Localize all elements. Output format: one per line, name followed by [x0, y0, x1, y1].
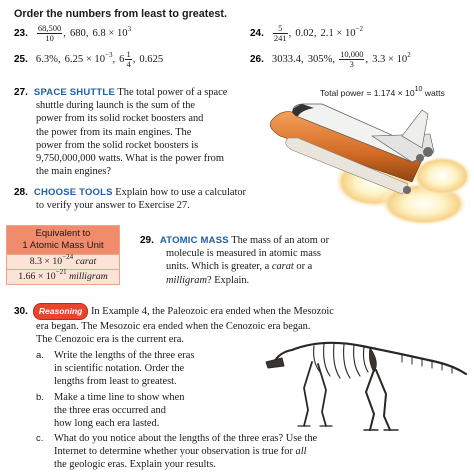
- fraction: $\frac{68,500}{10}$: [37, 23, 62, 43]
- equivalent-box: [6, 225, 120, 285]
- pelvis: [370, 348, 377, 372]
- exercise-number: 24.: [250, 28, 264, 39]
- ribs: [314, 344, 368, 378]
- figure-label: Total power = $1.174 \times 10^{10}$ watts: [320, 86, 445, 98]
- engine-nozzle: [403, 186, 411, 194]
- engine-nozzle: [423, 147, 433, 157]
- exercise-30-part-a: a. Write the lengths of the three eras in scientific notation. Order the lengths from least to greatest.: [36, 350, 195, 388]
- hind-leg: [366, 370, 390, 430]
- fraction: $\frac{10,000}{3}$: [340, 49, 364, 69]
- exercise-27: 27. SPACE SHUTTLE The total power of a space shuttle during launch is the sum of the power from its solid rocket boosters and the power from its main engines. The power from the solid rocket boosters is 9,750,000,000 watts. What is the power from the main engines?: [14, 87, 228, 178]
- exercise-24: 24. $\frac{5}{241}$ , 0.02, $2.1 \times 10^{-2}$: [250, 23, 364, 43]
- exercise-heading: SPACE SHUTTLE: [33, 87, 115, 98]
- dinosaur-skeleton-illustration: [262, 332, 468, 436]
- equivalent-row: $1.66 \times 10^{-21}$ milligram: [7, 269, 119, 284]
- exercise-28: 28. CHOOSE TOOLS Explain how to use a calculator to verify your answer to Exercise 27.: [14, 187, 246, 212]
- exercise-23: 23. $\frac{68,500}{10}$ , 680, $6.8 \times 10^3$: [14, 23, 132, 43]
- fraction: $\frac{5}{241}$: [273, 23, 287, 43]
- exercise-heading: ATOMIC MASS: [159, 235, 229, 246]
- equivalent-box-title: Equivalent to 1 Atomic Mass Unit: [7, 226, 119, 254]
- exercise-30-part-b: b. Make a time line to show when the three eras occurred and how long each era lasted.: [36, 392, 185, 430]
- reasoning-badge: Reasoning: [33, 303, 88, 320]
- mixed-fraction: $\frac{1}{4}$: [126, 49, 131, 69]
- exercise-30-part-c: c. What do you notice about the lengths of the three eras? Use the Internet to determine whether your observation is true for all the geologic eras. Explain your results.: [36, 433, 318, 471]
- skull: [266, 358, 284, 368]
- exercise-29: 29. ATOMIC MASS The mass of an atom or molecule is measured in atomic mass units. Which is greater, a carat or a milligram? Explain.: [140, 235, 330, 286]
- exercise-number: 26.: [250, 54, 264, 65]
- engine-nozzle: [416, 154, 424, 162]
- front-leg: [304, 362, 326, 426]
- exercise-30: 30. Reasoning In Example 4, the Paleozoic era ended when the Mesozoic era began. The Mesozoic era ended when the Cenozoic era began. The Cenozoic era is the current era.: [14, 303, 464, 347]
- equivalent-row: $8.3 \times 10^{-24}$ carat: [7, 254, 119, 269]
- exercise-number: 23.: [14, 28, 28, 39]
- exercise-25: 25. 6.3%, $6.25 \times 10^{-3}$, 6 $\frac{1}{4}$ , 0.625: [14, 49, 164, 69]
- exercise-number: 25.: [14, 54, 28, 65]
- exercise-heading: CHOOSE TOOLS: [33, 187, 113, 198]
- instruction: Order the numbers from least to greatest.: [14, 8, 227, 20]
- exercise-26: 26. 3033.4, 305%, $\frac{10,000}{3}$ , $3.3 \times 10^2$: [250, 49, 411, 69]
